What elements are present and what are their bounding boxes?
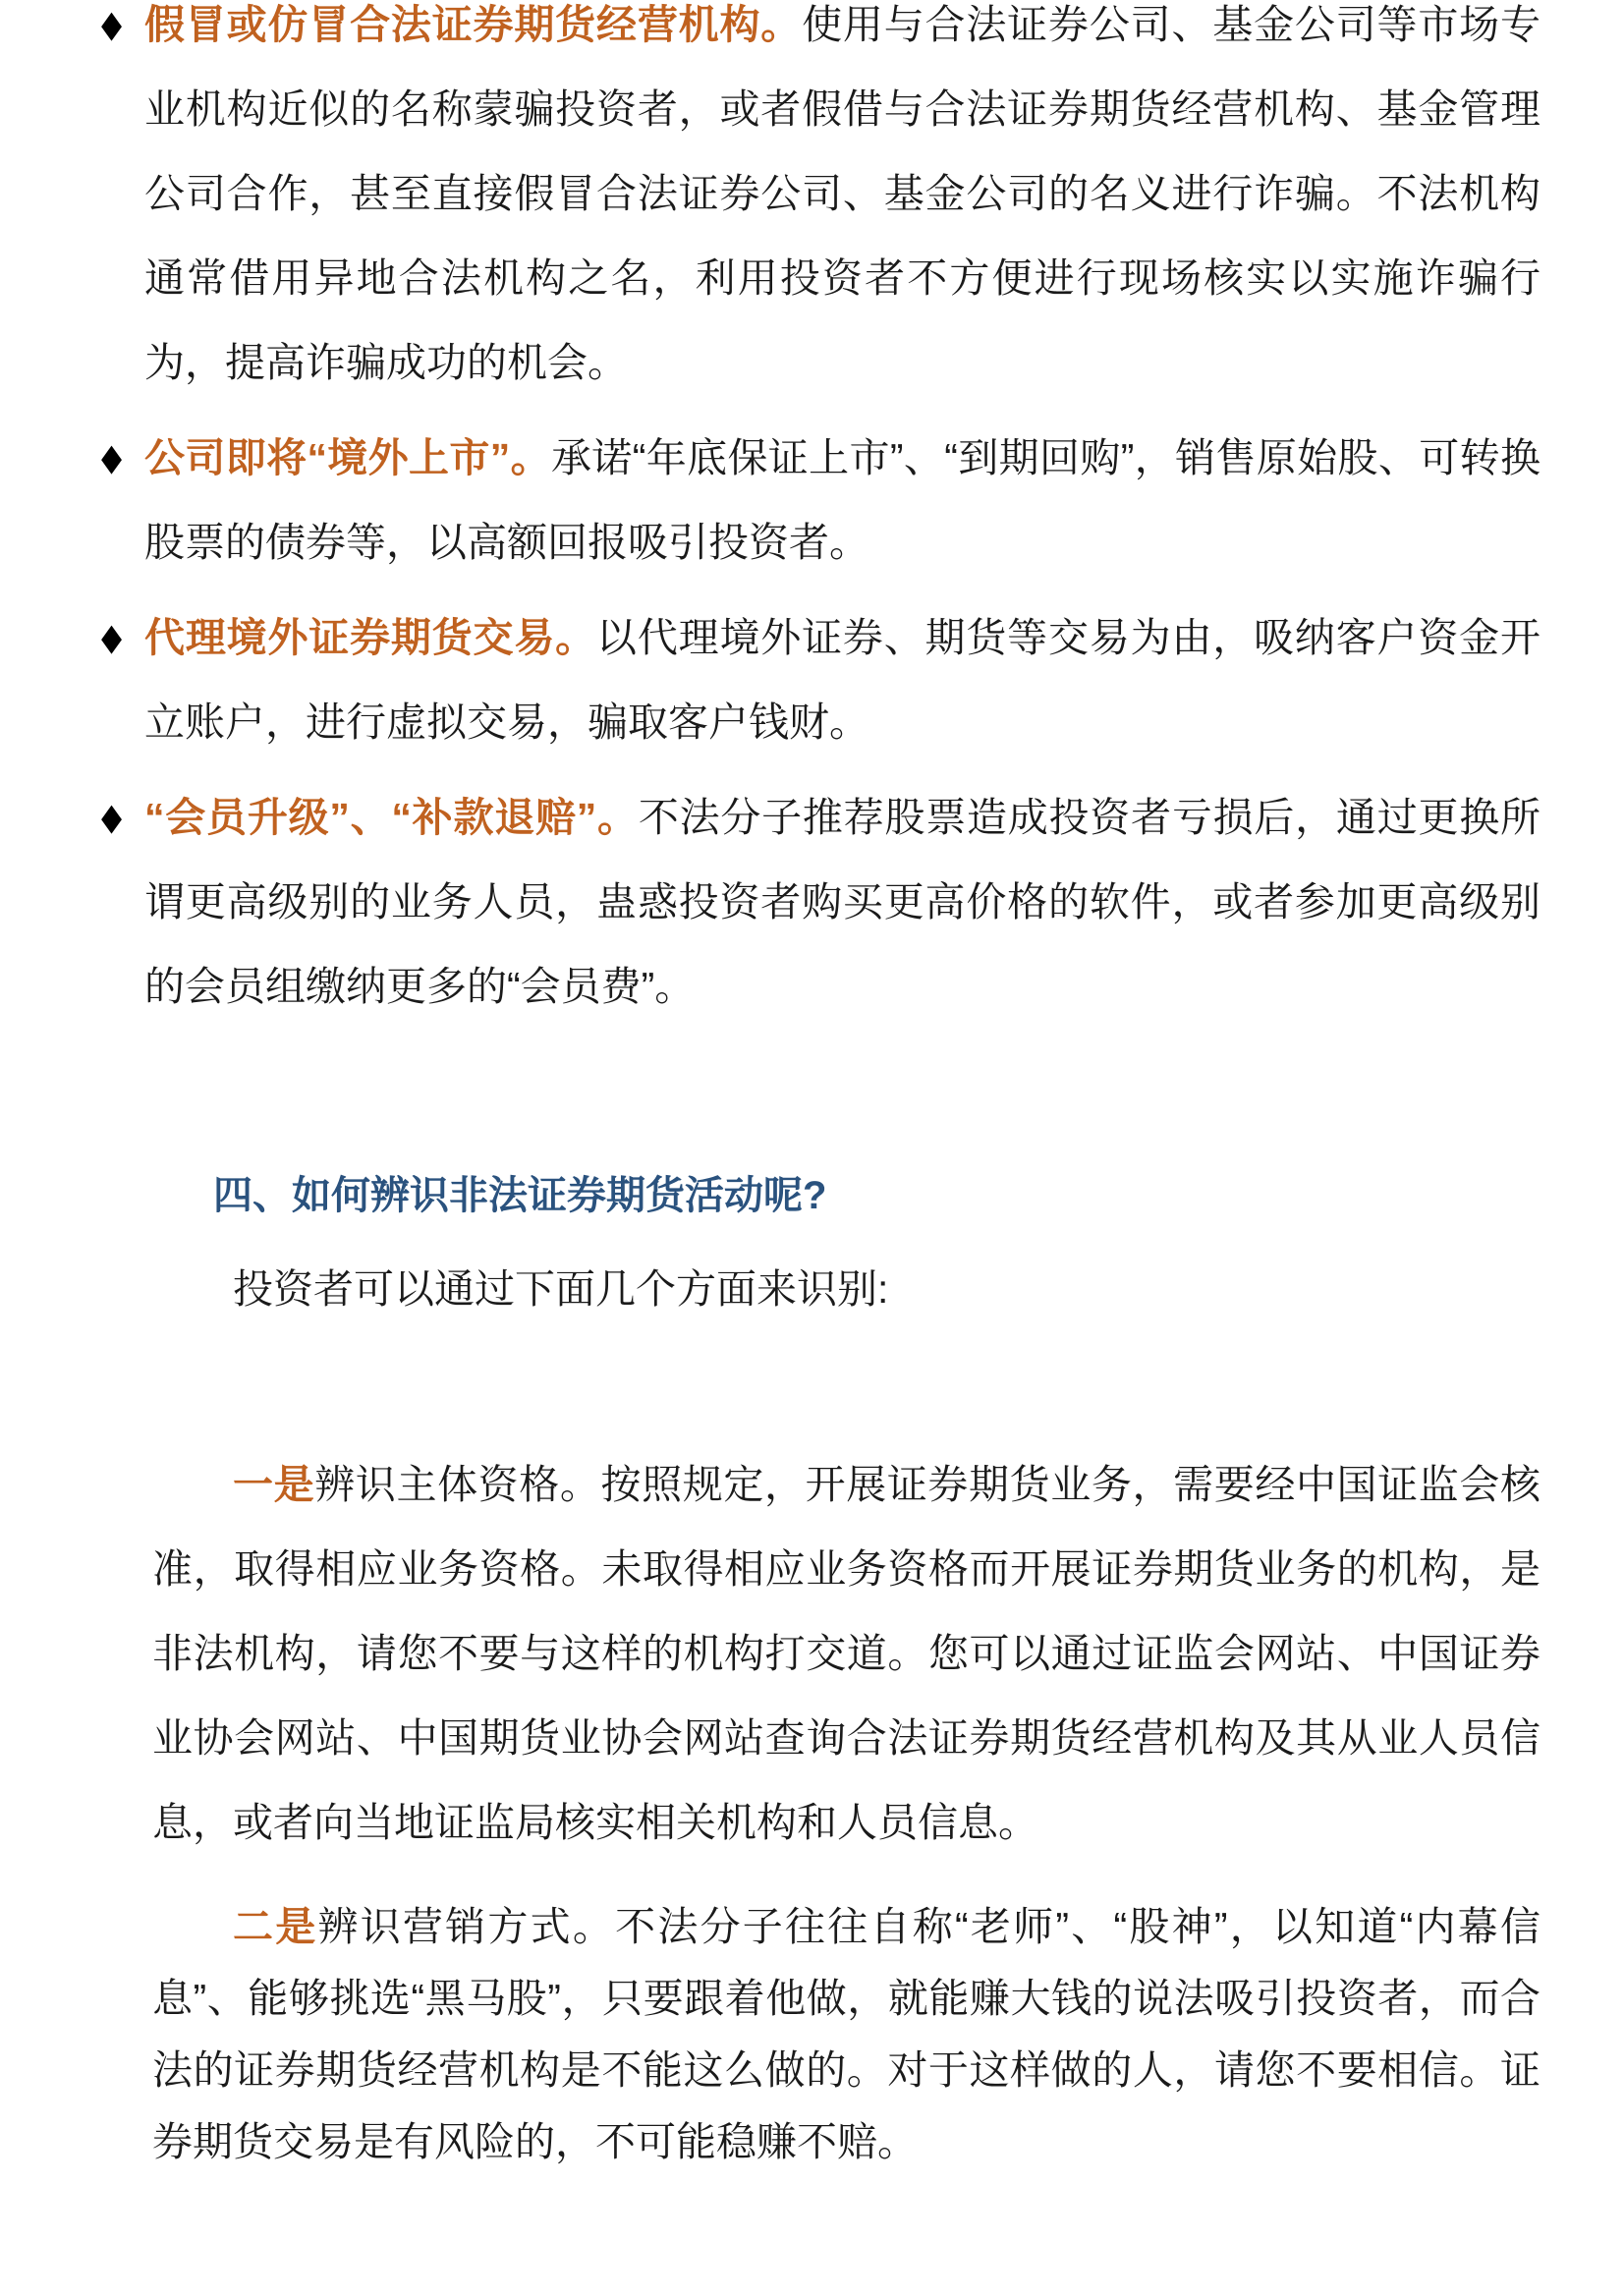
bullet-lead: 假冒或仿冒合法证券期货经营机构。: [144, 2, 803, 47]
paragraph-body: 辨识主体资格。按照规定，开展证券期货业务，需要经中国证监会核准，取得相应业务资格。未取得相应业务资格而开展证券期货业务的机构，是非法机构，请您不要与这样的机构打交道。您可以通过证监会网站、中国证券业协会网站、中国期货业协会网站查询合法证券期货经营机构及其从业人员信息，或者向当地证监局核实相关机构和人员信息。: [152, 1462, 1541, 1845]
bullet-body: 承诺“年底保证上市”、“到期回购”，销售原始股、可转换股票的债券等，以高额回报吸引投资者。: [144, 435, 1540, 565]
intro-paragraph: 投资者可以通过下面几个方面来识别:: [233, 1266, 889, 1312]
paragraph-identify-qualification: [152, 1442, 1540, 1865]
bullet-lead: 代理境外证券期货交易。: [144, 615, 596, 660]
paragraph-body: 辨识营销方式。不法分子往往自称“老师”、“股神”，以知道“内幕信息”、能够挑选“黑马股”，只要跟着他做，就能赚大钱的说法吸引投资者，而合法的证券期货经营机构是不能这么做的。对于这样做的人，请您不要相信。证券期货交易是有风险的，不可能稳赚不赔。: [152, 1904, 1540, 2164]
bullet-lead: 公司即将“境外上市”。: [144, 435, 551, 480]
bullet-lead: “会员升级”、“补款退赔”。: [144, 795, 639, 840]
section-heading: 四、如何辨识非法证券期货活动呢?: [213, 1174, 827, 1217]
bullet-body: 不法分子推荐股票造成投资者亏损后，通过更换所谓更高级别的业务人员，蛊惑投资者购买更高价格的软件，或者参加更高级别的会员组缴纳更多的“会员费”。: [144, 795, 1541, 1009]
bullet-item-overseas-trading-agency: [103, 595, 1540, 764]
bullet-item-fake-institutions: [103, 0, 1540, 405]
bullet-body: 使用与合法证券公司、基金公司等市场专业机构近似的名称蒙骗投资者，或者假借与合法证券期货经营机构、基金管理公司合作，甚至直接假冒合法证券公司、基金公司的名义进行诈骗。不法机构通常借用异地合法机构之名，利用投资者不方便进行现场核实以实施诈骗行为，提高诈骗成功的机会。: [144, 2, 1541, 385]
bullet-item-member-upgrade: [103, 775, 1540, 1029]
diamond-bullet-icon: ◆: [101, 617, 123, 658]
diamond-bullet-icon: ◆: [101, 4, 123, 45]
bullet-body: 以代理境外证券、期货等交易为由，吸纳客户资金开立账户，进行虚拟交易，骗取客户钱财。: [144, 615, 1540, 745]
bullet-item-overseas-listing: [103, 416, 1540, 585]
diamond-bullet-icon: ◆: [101, 797, 123, 838]
paragraph-lead: 二是: [233, 1904, 318, 1949]
paragraph-lead: 一是: [233, 1462, 315, 1507]
paragraph-identify-marketing: [152, 1891, 1540, 2178]
diamond-bullet-icon: ◆: [101, 437, 123, 478]
